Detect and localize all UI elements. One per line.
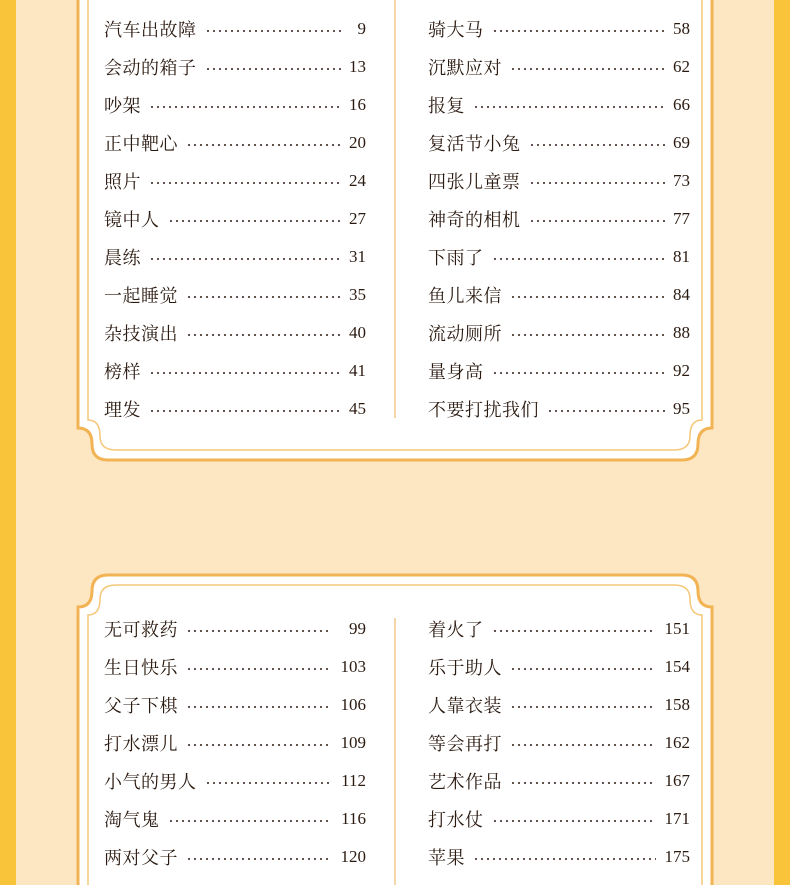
toc-entry-page: 120 <box>340 847 366 866</box>
toc-entry[interactable] <box>428 358 690 384</box>
toc-entry-page: 35 <box>349 285 366 304</box>
dot-leader <box>529 182 667 184</box>
dot-leader <box>186 296 342 298</box>
toc-entry-title: 人靠衣装 <box>428 696 502 717</box>
dot-leader <box>186 858 332 860</box>
toc-entry-page: 24 <box>349 171 366 190</box>
toc-entry[interactable] <box>428 844 690 870</box>
toc-entry-title: 沉默应对 <box>428 58 502 79</box>
toc-entry[interactable] <box>104 244 366 270</box>
toc-entry-page: 16 <box>349 95 366 114</box>
toc-entry-page: 88 <box>673 323 690 342</box>
toc-entry[interactable] <box>104 92 366 118</box>
toc-entry[interactable] <box>428 282 690 308</box>
toc-entry[interactable] <box>104 54 366 80</box>
toc-entry-title: 流动厕所 <box>428 324 502 345</box>
toc-entry-title: 等会再打 <box>428 734 502 755</box>
dot-leader <box>149 106 342 108</box>
toc-entry[interactable] <box>428 730 690 756</box>
toc-entry-title: 榜样 <box>104 362 141 383</box>
toc-entry-title: 骑大马 <box>428 20 484 41</box>
dot-leader <box>510 744 656 746</box>
toc-entry[interactable] <box>104 206 366 232</box>
toc-entry[interactable] <box>104 654 366 680</box>
toc-entry[interactable] <box>104 844 366 870</box>
toc-entry-title: 正中靶心 <box>104 134 178 155</box>
toc-entry[interactable] <box>428 168 690 194</box>
dot-leader <box>510 782 656 784</box>
toc-entry-page: 112 <box>341 771 366 790</box>
dot-leader <box>547 410 666 412</box>
toc-entry-page: 81 <box>673 247 690 266</box>
dot-leader <box>186 706 332 708</box>
toc-entry-page: 116 <box>341 809 366 828</box>
dot-leader <box>186 630 332 632</box>
toc-entry[interactable] <box>428 320 690 346</box>
toc-entry[interactable] <box>104 16 366 42</box>
dot-leader <box>492 258 667 260</box>
toc-entry-page: 99 <box>349 619 366 638</box>
toc-entry-page: 41 <box>349 361 366 380</box>
toc-entry-page: 77 <box>673 209 690 228</box>
toc-entry-page: 95 <box>673 399 690 418</box>
toc-entry-page: 109 <box>340 733 366 752</box>
toc-entry-page: 151 <box>664 619 690 638</box>
toc-entry-page: 69 <box>673 133 690 152</box>
toc-entry-page: 27 <box>349 209 366 228</box>
dot-leader <box>168 820 333 822</box>
toc-entry[interactable] <box>428 92 690 118</box>
dot-leader <box>510 668 656 670</box>
toc-entry[interactable] <box>104 282 366 308</box>
dot-leader <box>529 220 667 222</box>
toc-entry-title: 小气的男人 <box>104 772 197 793</box>
toc-entry[interactable] <box>104 730 366 756</box>
toc-entry-title: 鱼儿来信 <box>428 286 502 307</box>
toc-entry[interactable] <box>428 692 690 718</box>
toc-entry-title: 苹果 <box>428 848 465 869</box>
toc-entry[interactable] <box>428 16 690 42</box>
dot-leader <box>529 144 667 146</box>
dot-leader <box>186 668 332 670</box>
dot-leader <box>205 782 333 784</box>
toc-entry-page: 20 <box>349 133 366 152</box>
toc-entry-title: 下雨了 <box>428 248 484 269</box>
dot-leader <box>149 372 342 374</box>
toc-entry-page: 175 <box>664 847 690 866</box>
toc-entry-page: 92 <box>673 361 690 380</box>
dot-leader <box>492 820 657 822</box>
toc-entry-page: 40 <box>349 323 366 342</box>
toc-entry-page: 167 <box>664 771 690 790</box>
toc-entry-page: 9 <box>357 19 366 38</box>
toc-entry-title: 镜中人 <box>104 210 160 231</box>
dot-leader <box>492 630 657 632</box>
dot-leader <box>510 334 666 336</box>
toc-entry-title: 神奇的相机 <box>428 210 521 231</box>
dot-leader <box>186 144 342 146</box>
toc-entry-title: 着火了 <box>428 620 484 641</box>
dot-leader <box>186 744 332 746</box>
dot-leader <box>510 706 656 708</box>
toc-entry-page: 158 <box>664 695 690 714</box>
dot-leader <box>149 258 342 260</box>
toc-entry[interactable] <box>104 130 366 156</box>
toc-entry-page: 171 <box>664 809 690 828</box>
toc-entry-title: 照片 <box>104 172 141 193</box>
toc-entry-page: 13 <box>349 57 366 76</box>
toc-entry-page: 62 <box>673 57 690 76</box>
toc-entry-page: 31 <box>349 247 366 266</box>
toc-entry-page: 45 <box>349 399 366 418</box>
dot-leader <box>473 106 666 108</box>
toc-entry-title: 乐于助人 <box>428 658 502 679</box>
toc-entry-page: 66 <box>673 95 690 114</box>
toc-entry-title: 淘气鬼 <box>104 810 160 831</box>
toc-entry-title: 两对父子 <box>104 848 178 869</box>
dot-leader <box>149 410 342 412</box>
toc-entry-title: 杂技演出 <box>104 324 178 345</box>
toc-entry-title: 一起睡觉 <box>104 286 178 307</box>
toc-entry[interactable] <box>104 692 366 718</box>
toc-entry-title: 吵架 <box>104 96 141 117</box>
toc-entry[interactable] <box>428 244 690 270</box>
toc-entry[interactable] <box>428 654 690 680</box>
toc-entry-title: 理发 <box>104 400 141 421</box>
toc-entry-title: 晨练 <box>104 248 141 269</box>
toc-entry-title: 汽车出故障 <box>104 20 197 41</box>
toc-entry[interactable] <box>428 806 690 832</box>
toc-entry-title: 无可救药 <box>104 620 178 641</box>
toc-entry-title: 四张儿童票 <box>428 172 521 193</box>
toc-entry-title: 父子下棋 <box>104 696 178 717</box>
toc-entry-page: 154 <box>664 657 690 676</box>
dot-leader <box>205 30 343 32</box>
toc-entry[interactable] <box>104 396 366 422</box>
toc-entry[interactable] <box>428 130 690 156</box>
dot-leader <box>473 858 656 860</box>
toc-entry[interactable] <box>104 806 366 832</box>
toc-entry-title: 打水仗 <box>428 810 484 831</box>
toc-entry[interactable] <box>104 616 366 642</box>
toc-entry-title: 生日快乐 <box>104 658 178 679</box>
toc-entry-page: 103 <box>340 657 366 676</box>
toc-entry[interactable] <box>104 768 366 794</box>
toc-entry[interactable] <box>104 168 366 194</box>
dot-leader <box>149 182 342 184</box>
toc-entry-page: 162 <box>664 733 690 752</box>
toc-entry-title: 打水漂儿 <box>104 734 178 755</box>
toc-entry-title: 复活节小兔 <box>428 134 521 155</box>
toc-entry-title: 艺术作品 <box>428 772 502 793</box>
dot-leader <box>492 372 667 374</box>
toc-entry[interactable] <box>428 616 690 642</box>
dot-leader <box>168 220 343 222</box>
dot-leader <box>510 296 666 298</box>
toc-entry[interactable] <box>428 396 690 422</box>
toc-entry-title: 量身高 <box>428 362 484 383</box>
toc-entry[interactable] <box>428 54 690 80</box>
dot-leader <box>492 30 667 32</box>
toc-entry[interactable] <box>104 358 366 384</box>
toc-entry-title: 报复 <box>428 96 465 117</box>
toc-entry[interactable] <box>428 768 690 794</box>
toc-entry-title: 会动的箱子 <box>104 58 197 79</box>
dot-leader <box>205 68 343 70</box>
dot-leader <box>510 68 666 70</box>
toc-entry-page: 58 <box>673 19 690 38</box>
toc-entry[interactable] <box>104 320 366 346</box>
toc-entry-page: 73 <box>673 171 690 190</box>
toc-entry-page: 84 <box>673 285 690 304</box>
toc-entry[interactable] <box>428 206 690 232</box>
dot-leader <box>186 334 342 336</box>
toc-entry-page: 106 <box>340 695 366 714</box>
toc-entry-title: 不要打扰我们 <box>428 400 539 421</box>
